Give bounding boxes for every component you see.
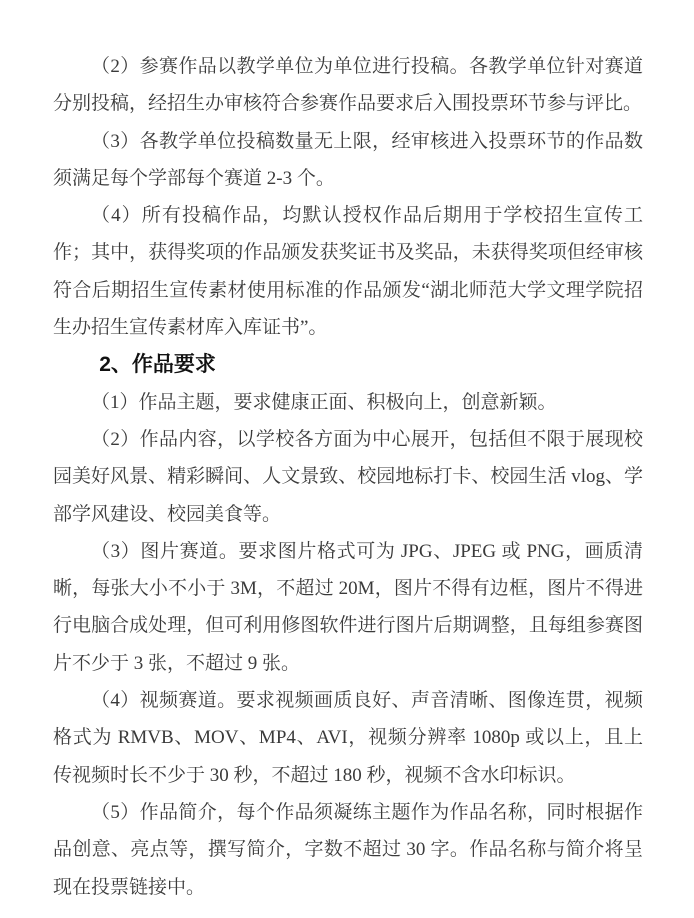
paragraph-submission-rule-4: （4）所有投稿作品，均默认授权作品后期用于学校招生宣传工作；其中，获得奖项的作品颁发获奖证书及奖品，未获得奖项但经审核符合后期招生宣传素材使用标准的作品颁发“湖北师范大学文理学院招生办招生宣传素材库入库证书”。: [53, 205, 643, 339]
section-heading-work-requirements: 2、作品要求: [99, 353, 216, 377]
paragraph-submission-rule-2: （2）参赛作品以教学单位为单位进行投稿。各教学单位针对赛道分别投稿，经招生办审核符合参赛作品要求后入围投票环节参与评比。: [53, 56, 643, 115]
paragraph-requirement-3: （3）图片赛道。要求图片格式可为 JPG、JPEG 或 PNG，画质清晰，每张大小不小于 3M，不超过 20M，图片不得有边框，图片不得进行电脑合成处理，但可利用修图软件进行图片后期调整，且每组参赛图片不少于 3 张，不超过 9 张。: [53, 540, 643, 674]
paragraph-requirement-2: （2）作品内容，以学校各方面为中心展开，包括但不限于展现校园美好风景、精彩瞬间、人文景致、校园地标打卡、校园生活 vlog、学部学风建设、校园美食等。: [53, 428, 643, 525]
paragraph-requirement-4: （4）视频赛道。要求视频画质良好、声音清晰、图像连贯，视频格式为 RMVB、MOV、MP4、AVI，视频分辨率 1080p 或以上，且上传视频时长不少于 30 秒，不超过 180 秒，视频不含水印标识。: [53, 690, 643, 786]
paragraph-submission-rule-3: （3）各教学单位投稿数量无上限，经审核进入投票环节的作品数须满足每个学部每个赛道 2-3 个。: [53, 130, 643, 189]
paragraph-requirement-1: （1）作品主题，要求健康正面、积极向上，创意新颖。: [91, 391, 557, 413]
paragraph-requirement-5: （5）作品简介，每个作品须凝练主题作为作品名称，同时根据作品创意、亮点等，撰写简介，字数不超过 30 字。作品名称与简介将呈现在投票链接中。: [53, 801, 643, 898]
document-content: [53, 48, 643, 906]
